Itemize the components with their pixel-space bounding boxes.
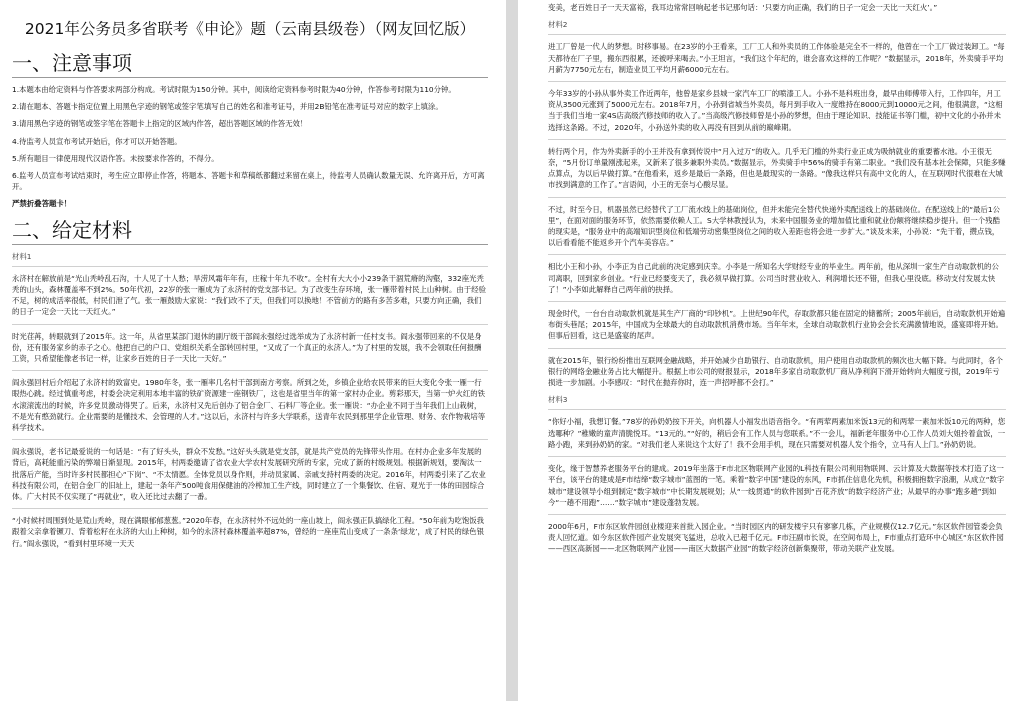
paragraph: 现金时代，一台台自动取款机就是其生产厂商的“印钞机”。上世纪90年代，存取款都只能在固定的储蓄所；2005年前后，自动取款机开始遍布街头巷尾；2015年，中国成为全球最大的自动取款机消费市场。当年年末，全球自动取款机行业协会会长充满激情地说，盛宴即将开始。但事后回看，这已是盛宴的尾声。 [548,309,1006,341]
divider [548,348,1006,349]
divider [548,81,1006,82]
paragraph: 就在2015年，银行纷纷推出互联网金融战略，并开始减少自助银行、自动取款机，用户使用自动取款机的频次也大幅下降。与此同时，各个银行的网络金融业务占比大幅提升。根据上市公司的财报显示，2018年多家自动取款机厂商从净利润下滑开始转向大幅度亏损，2019年亏损进一步加剧。小李感叹：“时代在抛弃你时，连一声招呼都不会打。” [548,355,1003,388]
material-label: 材料2 [548,20,568,30]
section-heading-materials: 二、给定材料 [12,218,488,245]
document-title: 2021年公务员多省联考《申论》题（云南县级卷）（网友回忆版） [24,20,476,38]
paragraph: 相比小王和小孙，小李正为自己此前的决定感到庆幸。小李是一所知名大学财经专业的毕业生。两年前，他从深圳一家生产自动取款机的公司离职，回到家乡创业。“行业已经要变天了，我必须早做打算。公司当时营业收入、利润增长还不错，但我心里没底。移动支付发展太快了！”小李如此解释自己两年前的抉择。 [548,262,999,294]
divider [12,370,488,371]
note-item: 5.所有题目一律使用现代汉语作答。未按要求作答的，不得分。 [12,153,219,163]
paragraph: 进工厂曾是一代人的梦想。时移事易。在23岁的小王看来，工厂工人和外卖员的工作体验是完全不一样的，他曾在一个工厂做过装卸工。“每天都待在厂子里，搬东西很累，还被呼来喝去。”小王坦言，“我们这个年纪的，谁会喜欢这样的工作呢？”数据显示，2018年，外卖骑手平均月薪为7750元左右，制造业员工平均月薪6000元左右。 [548,42,1005,74]
note-item: 3.请用黑色字迹的钢笔或签字笔在答题卡上指定的区域内作答，超出答题区域的作答无效！ [12,119,308,129]
divider [548,254,1006,255]
paragraph: 变化，缘于智慧养老服务平台的建成。2019年坐落于F市北区物联网产业园的L科技有限公司利用物联网、云计算及大数据等技术打造了这一平台，该平台的建成是F市结缔“数字城市”蓝图的一笔。乘着“数字中国”建设的东风，F市抓住信息化先机，积极拥抱数字浪潮，从成立“数字城市”建设领导小组到制定“数字城市”中长期发展规划；从“一线贯通”的软件园到“百花齐放”的数字经济产业；从最早的办事“跑多趟”到如今“一趟不用跑”……“数字城市”建设蓬勃发展。 [548,464,1005,507]
material-label: 材料3 [548,395,568,405]
note-item: 1.本题本由给定资料与作答要求两部分构成。考试时限为150分钟。其中，阅读给定资料参考时限为40分钟，作答参考时限为110分钟。 [12,85,456,94]
divider [548,301,1006,302]
paragraph: “你好小福，我想订餐。”78岁的孙奶奶按下开关，向机器人小福发出语音指令。“有两荤两素加米饭13元的和两荤一素加米饭10元的两种，您选哪种？”稚嫩的童声清脆悦耳。“13元的。”“好的，稍后会有工作人员与您联系。”不一会儿，福新老年服务中心工作人员刘大姐拎着盒饭，一路小跑，来到孙奶奶的家。“对我们老人来说这个太好了！我不会用手机，现在只需要对机器人发个指令，立马有人上门。”孙奶奶说。 [548,417,1006,449]
divider [548,197,1006,198]
paragraph: 时光荏苒，转眼就到了2015年。这一年，从省里某部门退休的副厅级干部阎永强经过选举成为了永济村新一任村支书。阎永强带回来的不仅是身份，还有服务家乡的赤子之心。他把自己的户口、党组织关系全部转回村里，“又成了一个真正的永济人。”为了村里的发展，我不会领取任何报酬工资，只希望能像老书记一样，让家乡百姓的日子一天比一天好。” [12,331,482,364]
note-item: 2.请在题本、答题卡指定位置上用黑色字迹的钢笔或签字笔填写自己的姓名和准考证号，并用2B铅笔在准考证号对应的数字上填涂。 [12,102,443,112]
divider [548,456,1006,457]
document-page-left [0,0,506,701]
section-heading-notes: 一、注意事项 [12,51,488,78]
paragraph: 阎永强说，老书记最爱说的一句话是：“有了好头头，群众不发愁。”这好头头就是党支部，就是共产党员的先锋带头作用。在村办企业多年发展的背后，高耗能重污染的弊端日渐显现。2015年，村两委邀请了省农业大学农村发展研究所的专家，完成了新的村级规划。根据新规划，要淘汰一批落后产能，当时许多村民都担心“下岗”、“不太情愿。全体党员以身作则，并动员家属、亲戚支持村两委的决定。2016年，村两委引来了乙农业科技有限公司，在铝合金厂的旧址上，建起一条年产500吨食用保健油的冷榨加工生产线，同时建立了一个集餐饮、住宿、观光于一体的田园综合体。广大村民不仅实现了“再就业”，收入还比过去翻了一番。 [12,447,486,502]
divider [12,324,488,325]
divider [12,439,488,440]
divider [548,514,1006,515]
note-item: 4.待监考人员宣布考试开始后，你才可以开始答题。 [12,136,182,146]
paragraph: “小时候村周围到处是荒山秃岭，现在满眼郁郁葱葱。”2020年春，在永济村外不远处的一座山坡上，阎永强正队搞绿化工程。“50年前为吃饱饭我跟着父亲拿着镢刀、背着松籽在永济的大山上种树，如今的永济村森林覆盖率超87%，曾经的一座座荒山变成了一条条‘绿龙’，成了村民的绿色银行。”阎永强说，“看到村里环境一天天 [12,516,485,548]
note-item: 6.监考人员宣布考试结束时，考生应立即停止作答，将题本、答题卡和草稿纸都翻过来留在桌上，待监考人员确认数量无误、允许离开后，方可离开。 [12,171,485,192]
paragraph: 今年33岁的小孙从事外卖工作近两年，他曾是家乡县城一家汽车工厂的喷漆工人。小孙不是科班出身，最早由师傅带入行，工作四年，月工资从3500元涨到了5000元左右。2018年7月，小孙到省城当外卖员，每月到手收入一度维持在8000元到10000元之间，他很满意，“这相当于我们当地一家4S店高级汽修技师的收入了。”当高级汽修技师曾是小孙的梦想，但由于理论知识、技能证书等门槛，初中文化的小孙并未选择这条路。不过，2020年，小孙送外卖的收入再没有回到从前的巅峰期。 [548,89,1003,132]
paragraph: 不过，时至今日，机器虽然已经替代了工厂流水线上的基础岗位，但并未能完全替代快递外卖配送线上的基础岗位。在配送线上的“最后1公里”，在面对面的服务环节，依然需要依赖人工。S大学林教授认为，未来中国服务业的增加值比重和就业份额将继续稳步提升。但一个残酷的现实是，“服务业中的高端知识型岗位和低端劳动密集型岗位之间的收入差距也将会进一步扩大。”谈及未来，小孙说：“先干着，攒点钱，以后看看能不能返乡开个汽车美容店。” [548,204,1000,248]
material-label: 材料1 [12,251,32,261]
paragraph: 变美，老百姓日子一天天富裕，我耳边常常回响起老书记那句话：‘只要方向正确，我们的日子一定会一天比一天红火’。” [548,3,938,12]
paragraph: 转行两个月，作为外卖新手的小王并没有拿到传说中“月入过万”的收入。几乎无门槛的外卖行业正成为吸纳就业的重要蓄水池。小王很无奈，“5月份订单量刚涨起来，又新来了很多兼职外卖员。”数据显示，外卖骑手中56%的骑手有第二职业。“我们没有基本社会保障，只能多赚点算点，为以后早做打算。”在他看来，返乡是最后一条路，但也是最现实的一条路。“像我这样只有高中文化的人，在互联网时代很难在大城市找到满意的工作了。”言语间，小王的无奈与心酸尽显。 [548,146,1006,190]
divider [12,508,488,509]
divider [12,266,488,267]
document-page-right [518,0,1024,701]
divider [548,409,1006,410]
paragraph: 阎永强回村后介绍起了永济村的致富史。1980年冬，张一雁率几名村干部到南方考察。所到之处，乡镇企业给农民带来的巨大变化令张一雁一行眼热心跳。经过慎重考虑，村委会决定利用本地丰富的铁矿资源建一座钢铁厂，这也是省里当年的第一家村办企业。剪彩那天，当第一炉火红的铁水滚滚流出的时候，许多党员激动得哭了。后来，永济村又先后创办了铝合金厂、石料厂等企业。张一雁说：“办企业不同于当年我们上山栽树，不是光有憨劲就行。企业需要的是懂技术、会管理的人才。”这以后，永济村与许多大学联系，送青年农民到那里学企业管理、财务、农作物栽培等科学技术。 [12,378,486,433]
paragraph: 永济村在解放前是“光山秃岭乱石沟，十人见了十人愁；旱涝风霜年年有，庄稼十年九不收”。全村有大大小小239条干涸荒瘠的沟壑，332座光秃秃的山头，森林覆盖率不到2%。50年代初，22岁的张一雁成为了永济村的党支部书记。为了改变生存环境，张一雁带着村民上山种树。由于经验不足，树的成活率很低，村民们泄了气。张一雁鼓励大家说：“我们改不了天，但我们可以换地！不管前方的路有多苦多难，只要方向正确，我们的日子一定会一天比一天红火。” [12,273,486,317]
paragraph: 2000年6月，F市东区软件园创业楼迎来首批入园企业。“当时园区内的研发楼宇只有寥寥几栋，产业规模仅12.7亿元。”东区软件园管委会负责人回忆道。如今东区软件园产业发展突飞猛进，总收入已超千亿元。F市汪副市长说，在空间布局上，F市重点打造环中心城区“东区软件园——西区高新园——北区物联网产业园——南区大数据产业园”的数字经济创新集聚带，带动关联产业发展。 [548,521,1004,554]
warning-text: 严禁折叠答题卡！ [12,199,72,209]
divider [548,34,1006,35]
divider [548,139,1006,140]
